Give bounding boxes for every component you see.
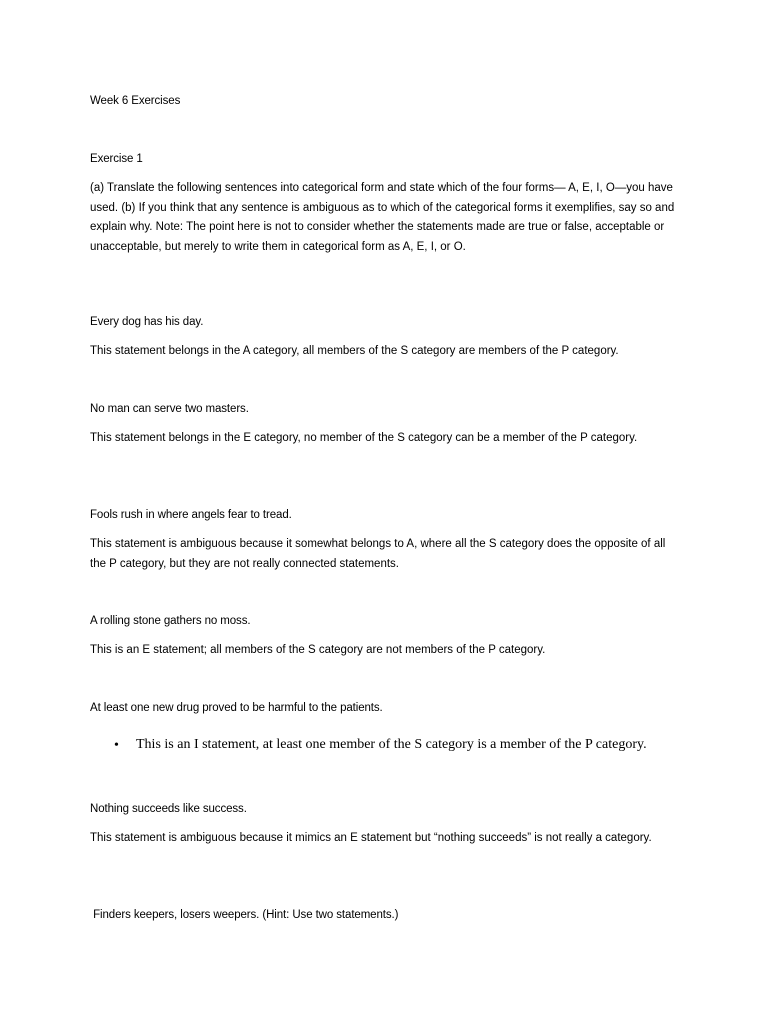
exercise-heading: Exercise 1 bbox=[90, 153, 143, 165]
answer-1: This statement belongs in the A category, all members of the S category are members of the P category. bbox=[90, 345, 619, 357]
sentence-3: Fools rush in where angels fear to tread. bbox=[90, 509, 292, 521]
sentence-4: A rolling stone gathers no moss. bbox=[90, 615, 251, 627]
sentence-6: Nothing succeeds like success. bbox=[90, 803, 247, 815]
document-title: Week 6 Exercises bbox=[90, 95, 181, 107]
bullet-marker: • bbox=[114, 738, 119, 753]
answer-2: This statement belongs in the E category, no member of the S category can be a member of the P category. bbox=[90, 432, 638, 444]
sentence-2: No man can serve two masters. bbox=[90, 403, 249, 415]
answer-3: This statement is ambiguous because it somewhat belongs to A, where all the S category does the opposite of all the P category, but they are not really connected statements. bbox=[90, 538, 666, 570]
answer-4: This is an E statement; all members of the S category are not members of the P category. bbox=[90, 644, 546, 656]
answer-6: This statement is ambiguous because it mimics an E statement but “nothing succeeds” is not really a category. bbox=[90, 832, 652, 844]
sentence-5: At least one new drug proved to be harmful to the patients. bbox=[90, 702, 383, 714]
answer-5: This is an I statement, at least one member of the S category is a member of the P category. bbox=[136, 737, 647, 752]
sentence-7: Finders keepers, losers weepers. (Hint: Use two statements.) bbox=[90, 909, 399, 921]
sentence-1: Every dog has his day. bbox=[90, 316, 204, 328]
instructions-paragraph: (a) Translate the following sentences into categorical form and state which of the four forms— A, E, I, O—you have used. (b) If you think that any sentence is ambiguous as to which of the categorical forms it exemplifies, say so and explain why. Note: The point here is not to consider whether the statements made are true or false, acceptable or unacceptable, but merely to write them in categorical form as A, E, I, or O. bbox=[90, 182, 675, 253]
